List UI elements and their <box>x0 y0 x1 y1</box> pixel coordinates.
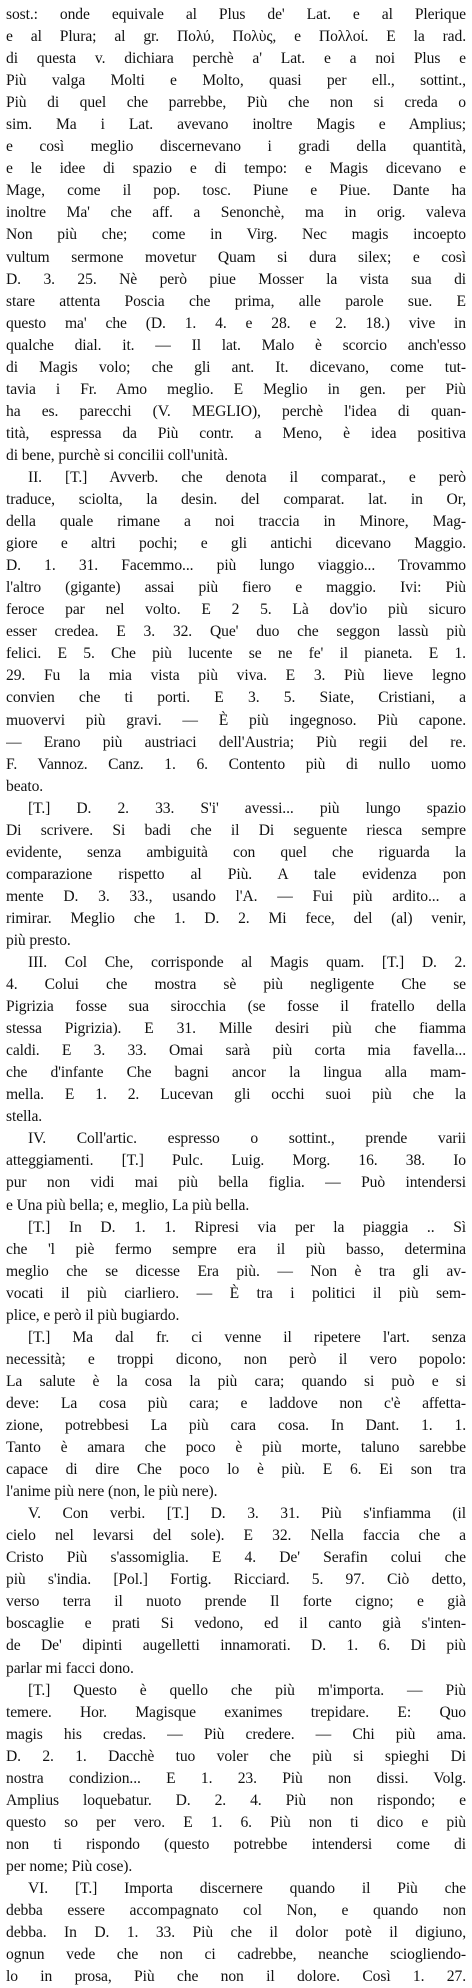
text-line: necessità; e troppi dicono, non però il vero popolo: <box>6 1350 466 1368</box>
text-line: più presto. <box>6 931 71 949</box>
text-line: stella. <box>6 1108 43 1126</box>
text-line: vocati il più ciarliero. — È tra i politici il più sem- <box>6 1284 466 1302</box>
text-line: Amplius loquebatur. D. 2. 4. Più non rispondo; e <box>6 1791 466 1809</box>
text-line: VI. [T.] Importa discernere quando il Più che <box>28 1879 466 1897</box>
text-line: di Magis volo; che gli ant. It. dicevano, come tut- <box>6 358 466 376</box>
text-line: deve: La cosa più cara; e laddove non c'è affetta- <box>6 1394 466 1412</box>
text-line: esser credea. E 3. 32. Que' duo che seggon lassù più <box>6 623 466 641</box>
text-line: boscaglie e prati Si vedono, ed il canto già s'inten- <box>6 1615 466 1633</box>
text-line: zione, potrebbesi La più cara cosa. In Dant. 1. 1. <box>6 1417 466 1434</box>
text-line: tità, espressa da Più contr. a Meno, è idea positiva <box>6 424 466 442</box>
text-line: verso terra il nuoto prende Il forte cigno; e già <box>6 1593 466 1611</box>
text-line: rimirar. Meglio che 1. D. 2. Mi fece, del (al) venir, <box>6 909 466 927</box>
text-line: [T.] In D. 1. 1. Ripresi via per la piaggia .. Sì <box>28 1218 466 1236</box>
text-line: feroce par nel volto. E 2 5. Là dov'io più sicuro <box>6 601 466 619</box>
text-line: e al Plura; al gr. Πολύ, Πολὺς, e Πολλοί. E la rad. <box>6 28 466 46</box>
text-line: evidente, senza ambiguità con quel che riguarda la <box>6 843 466 861</box>
text-line: che d'infante Che bagni ancor la lingua alla mam- <box>6 1064 466 1082</box>
text-line: 29. Fu la mia vista più viva. E 3. Più lieve legno <box>6 667 466 685</box>
text-line: l'anime più nere (non, le più nere). <box>6 1483 218 1501</box>
text-line: e Una più bella; e, meglio, La più bella. <box>6 1196 250 1214</box>
text-line: cielo nel levarsi del sole). E 32. Nella faccia che a <box>6 1527 466 1545</box>
text-line: inoltre Ma' che aff. a Senonchè, ma in orig. valeva <box>6 204 466 222</box>
text-line: La salute è la cosa la più cara; quando si può e si <box>6 1372 466 1390</box>
text-line: più s'india. [Pol.] Fortig. Ricciard. 5. 97. Ciò detto, <box>6 1571 466 1589</box>
text-line: pur non vidi mai più bella figlia. — Può intendersi <box>6 1174 466 1192</box>
text-line: stessa Pigrizia). E 31. Mille desiri più che fiamma <box>6 1020 466 1038</box>
text-line: e le idee di spazio e di tempo: e Magis dicevano e <box>6 160 466 178</box>
text-line: vultum sermone movetur Quam si dura silex; e così <box>6 248 466 266</box>
text-line: sost.: onde equivale al Plus de' Lat. e al Plerique <box>6 6 466 23</box>
text-line: F. Vannoz. Canz. 1. 6. Contento più di nullo uomo <box>6 755 466 773</box>
text-line: che 'l piè fermo sempre era il più basso, determina <box>6 1240 466 1258</box>
text-line: comparazione rispetto al Più. A tale evidenza pon <box>6 865 466 883</box>
text-line: della quale rimane a noi traccia in Minore, Mag- <box>6 513 466 531</box>
text-line: [T.] Questo è quello che più m'importa. — Più <box>28 1681 466 1699</box>
text-line: di questa v. dichiara perchè a' Lat. e a noi Plus e <box>6 50 466 68</box>
text-line: Di scrivere. Si badi che il Di seguente riesca sempre <box>6 821 466 839</box>
text-line: lo in prosa, Più che non il dolore. Così 1. 27. <box>6 1968 466 1986</box>
text-line: de De' dipinti augelletti innamorati. D. 1. 6. Di più <box>6 1637 466 1655</box>
text-line: IV. Coll'artic. espresso o sottint., prende varii <box>28 1130 466 1148</box>
text-line: V. Con verbi. [T.] D. 3. 31. Più s'infiamma (il <box>28 1505 466 1523</box>
text-line: Tanto è amara che poco è più morte, taluno sarebbe <box>6 1439 466 1457</box>
text-line: debba. In D. 1. 33. Più che il dolor potè il digiuno, <box>6 1924 466 1942</box>
text-line: 4. Colui che mostra sè più negligente Che se <box>6 976 466 994</box>
text-line: [T.] D. 2. 33. S'i' avessi... più lungo spazio <box>28 799 466 817</box>
text-line: nostra condizion... E 1. 23. Più non dissi. Volg. <box>6 1769 466 1787</box>
text-line: stare attenta Poscia che prima, alle parole sue. E <box>6 292 466 310</box>
text-line: non ti rispondo (questo potrebbe intendersi come di <box>6 1835 466 1853</box>
text-line: Mage, come il pop. tosc. Piune e Piue. Dante ha <box>6 182 466 200</box>
text-line: Non più che; come in Virg. Nec magis incoepto <box>6 226 466 244</box>
text-line: atteggiamenti. [T.] Pulc. Luig. Morg. 16. 38. Io <box>6 1152 466 1170</box>
text-line: plice, e però il più bugiardo. <box>6 1306 180 1324</box>
text-line: mella. E 1. 2. Lucevan gli occhi suoi più che la <box>6 1086 466 1104</box>
text-line: magis his credas. — Più credere. — Chi più ama. <box>6 1725 466 1743</box>
text-line: di bene, purchè si concilii coll'unità. <box>6 446 228 464</box>
text-line: mente D. 3. 33., usando l'A. — Fui più ardito... a <box>6 887 466 905</box>
text-line: beato. <box>6 777 44 795</box>
text-line: per nome; Più cose). <box>6 1857 133 1875</box>
text-line: III. Col Che, corrisponde al Magis quam. [T.] D. 2. <box>28 954 466 972</box>
text-line: giore e altri pochi; e gli antichi dicevano Maggio. <box>6 535 466 553</box>
text-line: temere. Hor. Magisque exanimes trepidare. E: Quo <box>6 1703 466 1721</box>
text-line: sim. Ma i Lat. avevano inoltre Magis e Amplius; <box>6 116 466 134</box>
text-line: meglio che se dicesse Era più. — Non è tra gli av- <box>6 1262 466 1280</box>
text-line: D. 3. 25. Nè però piue Mosser la vista sua di <box>6 270 466 288</box>
text-line: Cristo Più s'assomiglia. E 4. De' Serafin colui che <box>6 1549 466 1567</box>
text-line: D. 2. 1. Dacchè tuo voler che più si spieghi Di <box>6 1747 466 1765</box>
text-line: II. [T.] Avverb. che denota il comparat., e però <box>28 468 466 486</box>
text-line: D. 1. 31. Facemmo... più lungo viaggio... Trovammo <box>6 557 466 575</box>
text-line: parlar mi facci dono. <box>6 1659 134 1677</box>
text-line: debba essere accompagnato col Non, e quando non <box>6 1902 466 1920</box>
text-line: questo so per vero. E 1. 6. Più non ti dico e più <box>6 1813 466 1831</box>
text-line: capace di dire Che poco lo è più. E 6. Ei son tra <box>6 1461 466 1479</box>
text-line: l'altro (gigante) assai più fiero e maggio. Ivi: Più <box>6 579 466 597</box>
text-line: felici. E 5. Che più lucente se ne fe' il pianeta. E 1. <box>6 645 466 663</box>
text-line: — Erano più austriaci dell'Austria; Più regii del re. <box>6 733 466 751</box>
text-line: Pigrizia fosse sua sirocchia (se fosse il fratello della <box>6 998 466 1016</box>
text-line: ha es. parecchi (V. MEGLIO), perchè l'idea di quan- <box>6 402 466 420</box>
text-line: caldi. E 3. 33. Omai sarà più corta mia favella... <box>6 1042 466 1060</box>
text-line: ognun vede che non ci cadrebbe, neanche sciogliendo- <box>6 1946 466 1964</box>
text-line: questo ma' che (D. 1. 4. e 28. e 2. 18.) vive in <box>6 314 466 332</box>
text-line: traduce, sciolta, la desin. del comparat. lat. in Or, <box>6 491 466 509</box>
text-line: e così meglio discernevano i gradi della quantità, <box>6 138 466 156</box>
text-line: qualche dial. it. — Il lat. Malo è scorcio anch'esso <box>6 336 466 354</box>
text-line: tavia i Fr. Amo meglio. E Meglio in gen. per Più <box>6 380 466 398</box>
text-line: Più valga Molti e Molto, quasi per ell., sottint., <box>6 72 466 90</box>
text-line: [T.] Ma dal fr. ci venne il ripetere l'art. senza <box>28 1328 466 1346</box>
text-line: muovervi più gravi. — È più ingegnoso. Più capone. <box>6 711 466 729</box>
text-line: Più di quel che parrebbe, Più che non si creda o <box>6 94 466 112</box>
text-line: convien che ti porti. E 3. 5. Siate, Cristiani, a <box>6 689 466 707</box>
